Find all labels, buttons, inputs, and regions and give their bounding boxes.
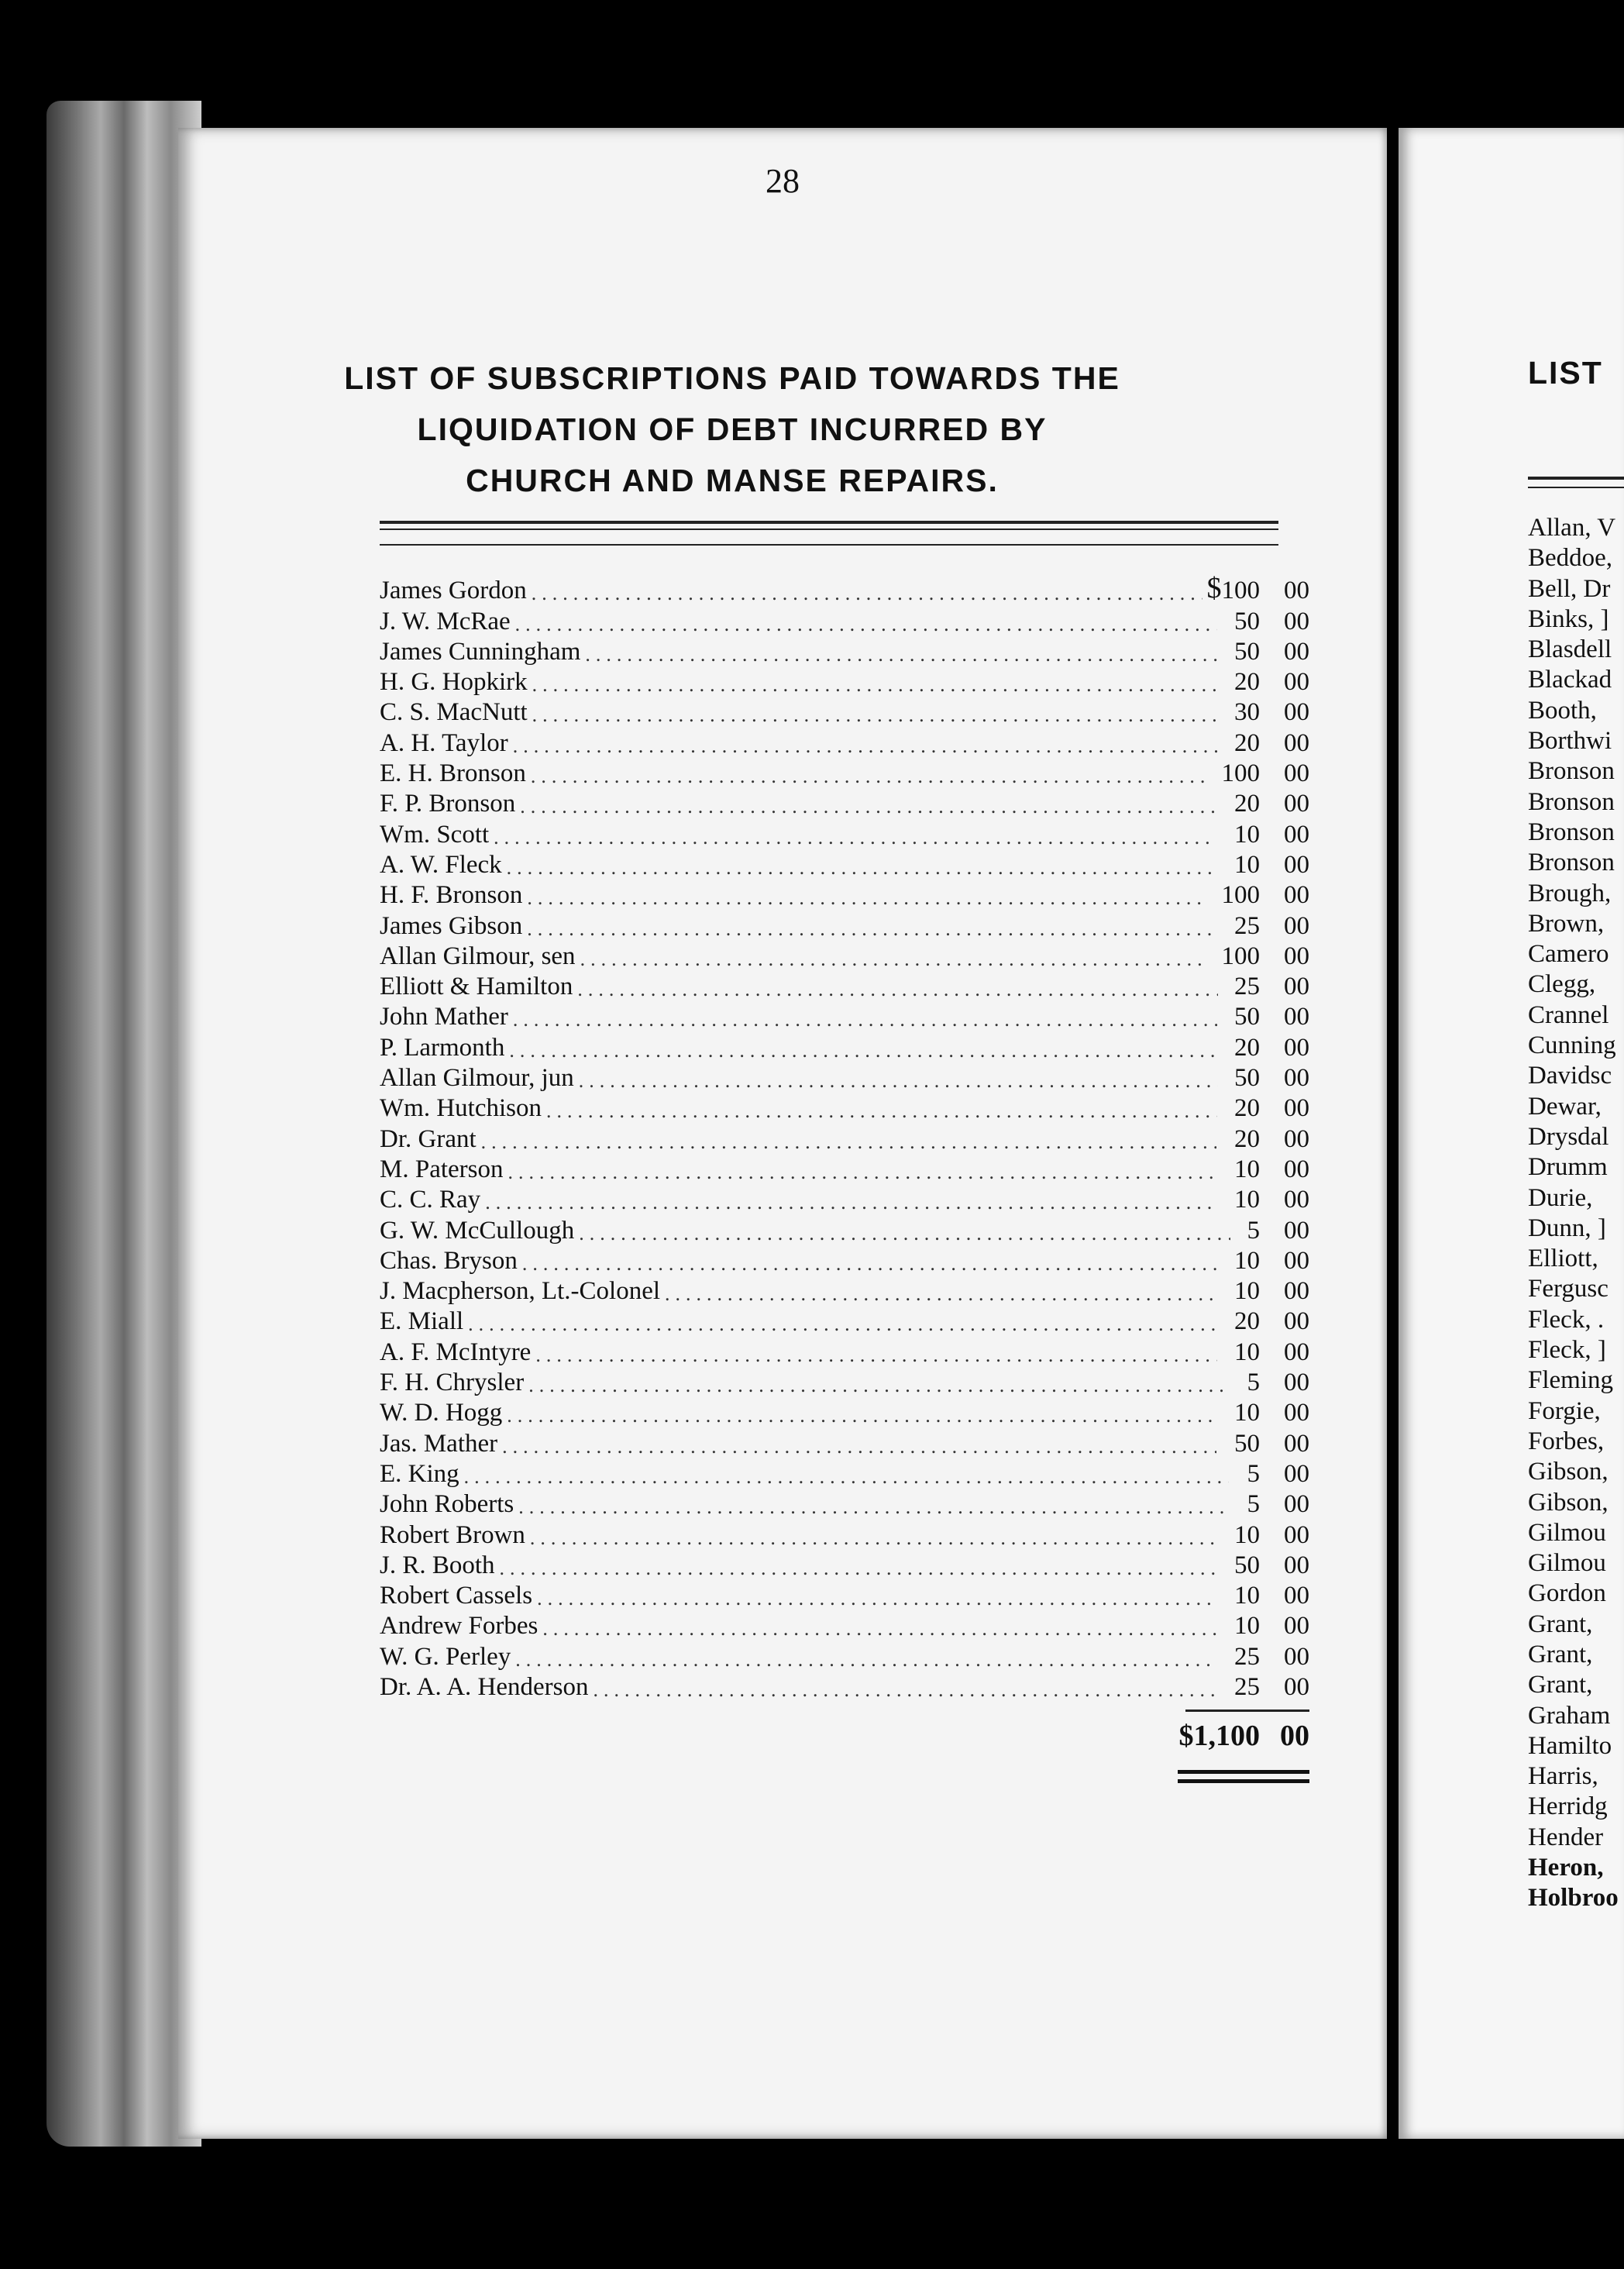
right-page-name: Bronson bbox=[1528, 757, 1615, 786]
amount-dollars: 25 bbox=[1234, 973, 1260, 1001]
amount-dollars: 20 bbox=[1234, 728, 1260, 757]
subscription-amount bbox=[1234, 1307, 1309, 1336]
amount-dollars: 10 bbox=[1234, 1186, 1260, 1214]
right-page-name: Allan, V bbox=[1528, 514, 1616, 542]
amount-cents: 00 bbox=[1284, 1369, 1309, 1397]
right-page-name: Gibson, bbox=[1528, 1458, 1609, 1486]
amount-dollars: 20 bbox=[1234, 1307, 1260, 1336]
subscription-amount bbox=[1234, 1673, 1309, 1702]
amount-dollars: 100 bbox=[1221, 881, 1260, 910]
amount-dollars: 50 bbox=[1234, 637, 1260, 666]
leader-dots bbox=[579, 1222, 1230, 1245]
subscriber-name: Robert Brown bbox=[380, 1520, 525, 1549]
leader-dots bbox=[585, 643, 1218, 666]
subscription-row bbox=[380, 1458, 1309, 1489]
amount-dollars: 100 bbox=[1221, 942, 1260, 970]
subscriber-name: Wm. Scott bbox=[380, 820, 490, 849]
amount-dollars: 5 bbox=[1247, 1459, 1260, 1488]
amount-cents: 00 bbox=[1284, 1612, 1309, 1641]
subscription-amount bbox=[1234, 1094, 1309, 1123]
amount-cents: 00 bbox=[1284, 698, 1309, 727]
amount-cents: 00 bbox=[1284, 1277, 1309, 1306]
subscription-amount bbox=[1234, 1521, 1309, 1550]
heading-line-3: CHURCH AND MANSE REPAIRS. bbox=[466, 463, 999, 498]
right-page-name: Forbes, bbox=[1528, 1427, 1605, 1455]
subscriber-name: Dr. Grant bbox=[380, 1124, 477, 1153]
total-cents: 00 bbox=[1280, 1720, 1309, 1752]
heading-line-1: LIST OF SUBSCRIPTIONS PAID TOWARDS THE bbox=[344, 360, 1120, 396]
subscription-row bbox=[380, 1367, 1309, 1397]
amount-dollars: 10 bbox=[1234, 1520, 1260, 1549]
subscription-row bbox=[380, 1214, 1309, 1245]
subscription-amount bbox=[1234, 912, 1309, 941]
subscription-amount bbox=[1247, 1217, 1310, 1245]
subscription-amount bbox=[1234, 1551, 1309, 1580]
right-page-name: Graham bbox=[1528, 1701, 1611, 1730]
amount-dollars: 5 bbox=[1247, 1490, 1260, 1519]
amount-cents: 00 bbox=[1284, 759, 1309, 788]
subscription-amount bbox=[1234, 973, 1309, 1001]
right-page-name: Borthwi bbox=[1528, 727, 1612, 756]
amount-cents: 00 bbox=[1284, 1216, 1309, 1245]
subscription-amount bbox=[1234, 1186, 1309, 1214]
right-page-name: Herridg bbox=[1528, 1792, 1608, 1821]
amount-dollars: 20 bbox=[1234, 1033, 1260, 1062]
right-page-name: Brough, bbox=[1528, 879, 1612, 907]
subscription-row bbox=[380, 727, 1309, 757]
amount-cents: 00 bbox=[1284, 1338, 1309, 1366]
leader-dots bbox=[580, 948, 1206, 971]
right-page-name: Gibson, bbox=[1528, 1488, 1609, 1517]
amount-cents: 00 bbox=[1284, 1246, 1309, 1275]
right-page-name: Dewar, bbox=[1528, 1092, 1602, 1121]
subscription-row bbox=[380, 1550, 1309, 1580]
subscription-row bbox=[380, 1306, 1309, 1336]
amount-cents: 00 bbox=[1284, 973, 1309, 1001]
right-page-name: Drysdal bbox=[1528, 1122, 1609, 1151]
subscription-row bbox=[380, 1245, 1309, 1276]
subscription-amount bbox=[1234, 729, 1309, 758]
subscriber-name: John Roberts bbox=[380, 1490, 514, 1519]
leader-dots bbox=[515, 613, 1217, 636]
amount-cents: 00 bbox=[1284, 1094, 1309, 1123]
leader-dots bbox=[513, 735, 1217, 758]
subscription-amount bbox=[1222, 881, 1310, 910]
amount-cents: 00 bbox=[1284, 790, 1309, 818]
leader-dots bbox=[577, 978, 1218, 1001]
amount-dollars: 10 bbox=[1234, 820, 1260, 849]
subscription-row bbox=[380, 572, 1309, 605]
right-page-name: Bronson bbox=[1528, 849, 1615, 877]
right-page-name: Booth, bbox=[1528, 696, 1597, 725]
subscription-row bbox=[380, 605, 1309, 635]
right-page-name: Grant, bbox=[1528, 1671, 1593, 1699]
right-page-name: Hamilto bbox=[1528, 1731, 1612, 1760]
right-page-name: Blackad bbox=[1528, 666, 1612, 694]
amount-dollars: 10 bbox=[1234, 1155, 1260, 1183]
right-page-name: Binks, ] bbox=[1528, 604, 1609, 633]
amount-cents: 00 bbox=[1284, 881, 1309, 910]
right-page-name: Cunning bbox=[1528, 1031, 1616, 1060]
right-page-name: Grant, bbox=[1528, 1610, 1593, 1638]
amount-cents: 00 bbox=[1284, 820, 1309, 849]
right-page-name: Davidsc bbox=[1528, 1062, 1612, 1090]
subscription-row bbox=[380, 1641, 1309, 1671]
subscriber-name: James Gordon bbox=[380, 577, 527, 605]
subscription-amount bbox=[1234, 1155, 1309, 1184]
right-page-name: Elliott, bbox=[1528, 1245, 1598, 1273]
leader-dots bbox=[481, 1131, 1216, 1154]
subscriber-name: James Gibson bbox=[380, 911, 523, 940]
subscription-amount bbox=[1234, 1430, 1309, 1458]
subscriber-name: A. F. McIntyre bbox=[380, 1338, 532, 1366]
subscription-amount bbox=[1222, 942, 1310, 971]
subscription-total bbox=[1170, 1719, 1309, 1753]
subscription-row bbox=[380, 636, 1309, 666]
subscription-amount bbox=[1234, 790, 1309, 818]
subscriber-name: C. S. MacNutt bbox=[380, 698, 528, 727]
subscription-row bbox=[380, 1489, 1309, 1519]
amount-cents: 00 bbox=[1284, 850, 1309, 879]
subscription-amount bbox=[1234, 1582, 1309, 1610]
amount-cents: 00 bbox=[1284, 668, 1309, 697]
right-page-name: Dunn, ] bbox=[1528, 1214, 1606, 1242]
amount-cents: 00 bbox=[1284, 637, 1309, 666]
subscription-row bbox=[380, 1336, 1309, 1366]
heading-rule bbox=[380, 521, 1278, 524]
right-page-heading: LIST bbox=[1528, 355, 1603, 391]
amount-cents: 00 bbox=[1284, 728, 1309, 757]
subscriber-name: W. G. Perley bbox=[380, 1642, 511, 1671]
heading-line-2: LIQUIDATION OF DEBT INCURRED BY bbox=[417, 411, 1048, 447]
subscriber-name: A. W. Fleck bbox=[380, 850, 502, 879]
leader-dots bbox=[528, 1374, 1230, 1397]
leader-dots bbox=[485, 1191, 1216, 1214]
amount-cents: 00 bbox=[1284, 607, 1309, 635]
subscriber-name: Robert Cassels bbox=[380, 1582, 533, 1610]
subscription-row bbox=[380, 1154, 1309, 1184]
leader-dots bbox=[665, 1283, 1220, 1306]
subscription-row bbox=[380, 1123, 1309, 1153]
amount-dollars: 50 bbox=[1234, 1551, 1260, 1579]
subscription-amount bbox=[1234, 851, 1309, 880]
right-page-name: Crannel bbox=[1528, 1000, 1609, 1029]
subscriber-name: Chas. Bryson bbox=[380, 1246, 518, 1275]
amount-dollars: 25 bbox=[1234, 911, 1260, 940]
leader-dots bbox=[527, 918, 1217, 941]
amount-cents: 00 bbox=[1284, 1186, 1309, 1214]
subscription-row bbox=[380, 941, 1309, 971]
subscription-row bbox=[380, 910, 1309, 940]
amount-cents: 00 bbox=[1284, 1429, 1309, 1458]
right-page-name: Harris, bbox=[1528, 1762, 1598, 1791]
amount-dollars: 25 bbox=[1234, 1672, 1260, 1701]
total-double-rule bbox=[1178, 1779, 1309, 1783]
amount-dollars: 10 bbox=[1234, 1612, 1260, 1641]
right-page-rule bbox=[1528, 477, 1624, 480]
subscription-row bbox=[380, 1031, 1309, 1062]
subscription-row bbox=[380, 1001, 1309, 1031]
leader-dots bbox=[468, 1313, 1216, 1336]
subscriber-name: E. Miall bbox=[380, 1307, 464, 1336]
leader-dots bbox=[507, 856, 1217, 880]
leader-dots bbox=[502, 1435, 1216, 1458]
amount-dollars: 20 bbox=[1234, 1124, 1260, 1153]
amount-dollars: 10 bbox=[1234, 1582, 1260, 1610]
subscription-amount bbox=[1234, 1125, 1309, 1154]
subscription-amount bbox=[1247, 1460, 1310, 1489]
amount-cents: 00 bbox=[1284, 1064, 1309, 1093]
amount-cents: 00 bbox=[1284, 577, 1309, 605]
leader-dots bbox=[522, 1252, 1217, 1276]
leader-dots bbox=[593, 1679, 1218, 1702]
subscription-row bbox=[380, 788, 1309, 818]
amount-dollars: 50 bbox=[1234, 1003, 1260, 1031]
amount-dollars: 5 bbox=[1247, 1216, 1260, 1245]
amount-cents: 00 bbox=[1284, 1155, 1309, 1183]
subscription-amount bbox=[1234, 1247, 1309, 1276]
amount-dollars: 10 bbox=[1234, 1246, 1260, 1275]
subscription-amount bbox=[1234, 1338, 1309, 1367]
subscriber-name: H. F. Bronson bbox=[380, 881, 523, 910]
page-number: 28 bbox=[766, 162, 800, 200]
amount-cents: 00 bbox=[1284, 1033, 1309, 1062]
subscription-row bbox=[380, 697, 1309, 727]
amount-cents: 00 bbox=[1284, 1672, 1309, 1701]
leader-dots bbox=[515, 1648, 1216, 1672]
leader-dots bbox=[513, 1008, 1217, 1031]
amount-cents: 00 bbox=[1284, 1124, 1309, 1153]
subscriber-name: M. Paterson bbox=[380, 1155, 504, 1183]
leader-dots bbox=[535, 1344, 1217, 1367]
amount-dollars: 10 bbox=[1234, 1277, 1260, 1306]
subscription-list bbox=[380, 572, 1309, 1702]
right-page-name: Beddoe, bbox=[1528, 544, 1613, 573]
subscriber-name: Dr. A. A. Henderson bbox=[380, 1672, 589, 1701]
amount-dollars: 50 bbox=[1234, 1064, 1260, 1093]
subscription-amount bbox=[1234, 821, 1309, 849]
right-page-name: Fergusc bbox=[1528, 1275, 1609, 1303]
subscription-amount bbox=[1222, 759, 1310, 788]
subscription-amount bbox=[1234, 1034, 1309, 1062]
right-page-name: Gilmou bbox=[1528, 1518, 1606, 1547]
heading-rule bbox=[380, 544, 1278, 546]
subscriber-name: H. G. Hopkirk bbox=[380, 668, 528, 697]
right-page-name: Gordon bbox=[1528, 1579, 1606, 1608]
right-page-name: Hender bbox=[1528, 1823, 1604, 1851]
total-rule bbox=[1185, 1709, 1309, 1712]
subscription-row bbox=[380, 1397, 1309, 1427]
subscription-row bbox=[380, 1276, 1309, 1306]
subscriber-name: James Cunningham bbox=[380, 637, 581, 666]
subscription-row bbox=[380, 758, 1309, 788]
amount-cents: 00 bbox=[1284, 1003, 1309, 1031]
subscriber-name: J. R. Booth bbox=[380, 1551, 495, 1579]
right-page-name: Holbroo bbox=[1528, 1884, 1619, 1913]
right-page-name: Bell, Dr bbox=[1528, 574, 1611, 603]
right-page-name: Fleck, . bbox=[1528, 1305, 1605, 1334]
amount-dollars: 20 bbox=[1234, 668, 1260, 697]
subscription-row bbox=[380, 1610, 1309, 1641]
right-page-name: Fleming bbox=[1528, 1366, 1614, 1395]
leader-dots bbox=[500, 1557, 1217, 1580]
amount-dollars: 30 bbox=[1234, 698, 1260, 727]
subscription-row bbox=[380, 666, 1309, 697]
subscription-row bbox=[380, 1184, 1309, 1214]
subscription-row bbox=[380, 818, 1309, 849]
leader-dots bbox=[494, 826, 1216, 849]
amount-cents: 00 bbox=[1284, 911, 1309, 940]
right-page-name: Fleck, ] bbox=[1528, 1336, 1606, 1365]
right-page-name: Heron, bbox=[1528, 1854, 1604, 1882]
subscription-amount bbox=[1234, 698, 1309, 727]
leader-dots bbox=[464, 1465, 1229, 1489]
leader-dots bbox=[530, 1527, 1217, 1550]
subscription-row bbox=[380, 1672, 1309, 1702]
subscriber-name: C. C. Ray bbox=[380, 1186, 481, 1214]
total-double-rule bbox=[1178, 1770, 1309, 1774]
amount-cents: 00 bbox=[1284, 1520, 1309, 1549]
amount-dollars: 5 bbox=[1247, 1369, 1260, 1397]
subscriber-name: F. H. Chrysler bbox=[380, 1369, 525, 1397]
subscriber-name: E. H. Bronson bbox=[380, 759, 526, 788]
currency-symbol: $ bbox=[1206, 572, 1222, 605]
subscriber-name: J. Macpherson, Lt.-Colonel bbox=[380, 1277, 661, 1306]
right-page-name: Bronson bbox=[1528, 818, 1615, 846]
right-page-name: Camero bbox=[1528, 940, 1609, 969]
subscriber-name: E. King bbox=[380, 1459, 459, 1488]
subscription-row bbox=[380, 971, 1309, 1001]
right-page-name-list bbox=[1528, 513, 1624, 1914]
subscription-row bbox=[380, 1427, 1309, 1458]
amount-cents: 00 bbox=[1284, 1490, 1309, 1519]
amount-dollars: 10 bbox=[1234, 1399, 1260, 1427]
amount-dollars: 10 bbox=[1234, 1338, 1260, 1366]
right-page-name: Clegg, bbox=[1528, 970, 1596, 999]
leader-dots bbox=[579, 1069, 1218, 1093]
right-page-name: Bronson bbox=[1528, 787, 1615, 816]
subscriber-name: Andrew Forbes bbox=[380, 1612, 538, 1641]
amount-dollars: 50 bbox=[1234, 1429, 1260, 1458]
subscription-amount bbox=[1234, 638, 1309, 666]
subscription-amount bbox=[1234, 1064, 1309, 1093]
subscriber-name: J. W. McRae bbox=[380, 607, 511, 635]
amount-cents: 00 bbox=[1284, 942, 1309, 970]
leader-dots bbox=[531, 765, 1205, 788]
subscriber-name: A. H. Taylor bbox=[380, 728, 508, 757]
subscriber-name: W. D. Hogg bbox=[380, 1399, 503, 1427]
leader-dots bbox=[546, 1100, 1217, 1123]
right-page-name: Gilmou bbox=[1528, 1549, 1606, 1578]
amount-cents: 00 bbox=[1284, 1582, 1309, 1610]
subscription-row bbox=[380, 849, 1309, 880]
amount-dollars: 50 bbox=[1234, 607, 1260, 635]
subscription-amount bbox=[1234, 1612, 1309, 1641]
amount-dollars: 20 bbox=[1234, 1094, 1260, 1123]
subscriber-name: Allan Gilmour, jun bbox=[380, 1064, 574, 1093]
subscription-amount bbox=[1222, 577, 1310, 605]
leader-dots bbox=[509, 1039, 1216, 1062]
amount-dollars: 20 bbox=[1234, 790, 1260, 818]
leader-dots bbox=[518, 1496, 1230, 1519]
subscription-amount bbox=[1234, 1003, 1309, 1031]
subscription-amount bbox=[1234, 668, 1309, 697]
subscription-row bbox=[380, 880, 1309, 910]
subscriber-name: Elliott & Hamilton bbox=[380, 973, 573, 1001]
subscription-amount bbox=[1234, 1643, 1309, 1672]
amount-cents: 00 bbox=[1284, 1307, 1309, 1336]
leader-dots bbox=[532, 673, 1217, 697]
leader-dots bbox=[520, 795, 1216, 818]
right-page-name: Grant, bbox=[1528, 1640, 1593, 1668]
leader-dots bbox=[542, 1617, 1217, 1641]
subscriber-name: Allan Gilmour, sen bbox=[380, 942, 576, 970]
right-page-rule bbox=[1528, 487, 1624, 488]
subscriber-name: Wm. Hutchison bbox=[380, 1094, 542, 1123]
subscriber-name: F. P. Bronson bbox=[380, 790, 516, 818]
list-heading bbox=[155, 353, 1309, 506]
leader-dots bbox=[508, 1161, 1217, 1184]
heading-rule bbox=[380, 529, 1278, 530]
amount-dollars: 10 bbox=[1234, 850, 1260, 879]
right-page-name: Forgie, bbox=[1528, 1396, 1601, 1425]
subscriber-name: G. W. McCullough bbox=[380, 1216, 575, 1245]
subscriber-name: P. Larmonth bbox=[380, 1033, 505, 1062]
right-page-name: Durie, bbox=[1528, 1183, 1593, 1212]
subscription-amount bbox=[1247, 1369, 1310, 1397]
amount-cents: 00 bbox=[1284, 1399, 1309, 1427]
subscription-amount bbox=[1234, 1277, 1309, 1306]
subscription-row bbox=[380, 1062, 1309, 1093]
leader-dots bbox=[532, 704, 1217, 727]
amount-cents: 00 bbox=[1284, 1642, 1309, 1671]
amount-dollars: 25 bbox=[1234, 1642, 1260, 1671]
right-page-name: Brown, bbox=[1528, 909, 1605, 938]
subscription-amount bbox=[1247, 1490, 1310, 1519]
right-page-name: Drumm bbox=[1528, 1153, 1608, 1182]
subscriber-name: Jas. Mather bbox=[380, 1429, 498, 1458]
amount-cents: 00 bbox=[1284, 1551, 1309, 1579]
leader-dots bbox=[532, 582, 1203, 605]
subscription-amount bbox=[1234, 608, 1309, 636]
subscription-row bbox=[380, 1580, 1309, 1610]
amount-cents: 00 bbox=[1284, 1459, 1309, 1488]
subscription-amount bbox=[1234, 1399, 1309, 1427]
total-dollars: $1,100 bbox=[1178, 1720, 1260, 1752]
leader-dots bbox=[527, 887, 1204, 910]
amount-dollars: 100 bbox=[1221, 759, 1260, 788]
subscriber-name: John Mather bbox=[380, 1003, 508, 1031]
amount-dollars: 100 bbox=[1221, 577, 1260, 605]
right-page-name: Blasdell bbox=[1528, 635, 1612, 664]
leader-dots bbox=[537, 1587, 1217, 1610]
subscription-row bbox=[380, 1093, 1309, 1123]
subscription-row bbox=[380, 1519, 1309, 1549]
leader-dots bbox=[507, 1404, 1216, 1427]
